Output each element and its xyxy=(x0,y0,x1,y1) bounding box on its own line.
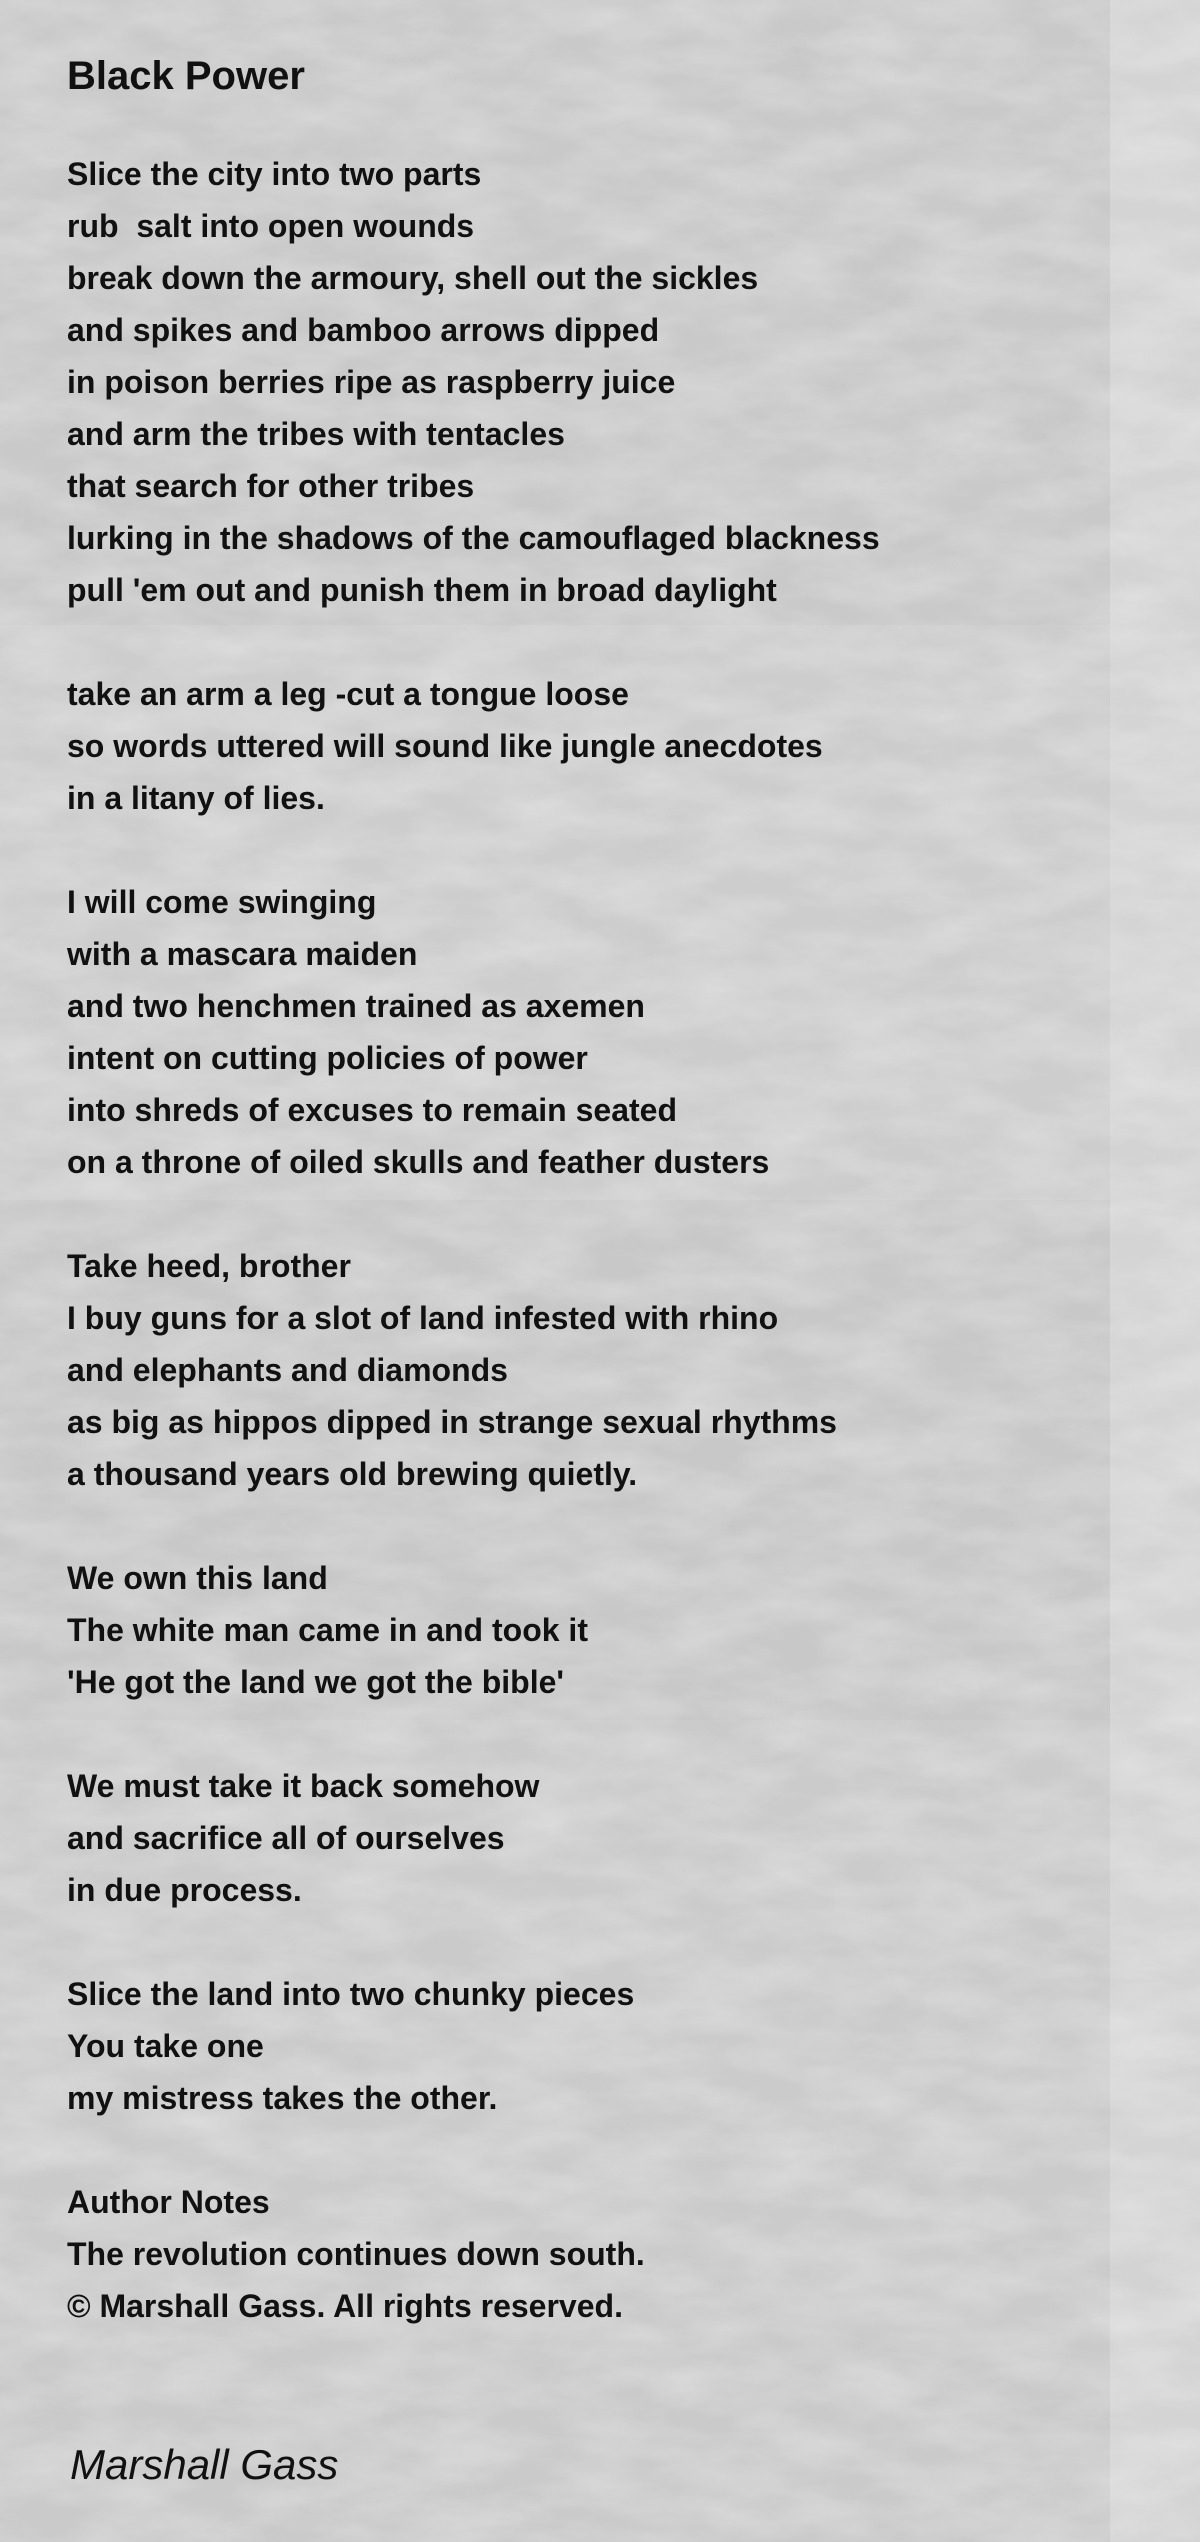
poem-line: I buy guns for a slot of land infested with rhino xyxy=(67,1300,779,1336)
poem-stanza xyxy=(67,1552,880,1708)
poem-line: Take heed, brother xyxy=(67,1248,351,1284)
poem-line: with a mascara maiden xyxy=(67,936,418,972)
poem-stanza xyxy=(67,668,880,824)
poem-line: rub salt into open wounds xyxy=(67,208,475,244)
poem-line: The white man came in and took it xyxy=(67,1612,588,1648)
poem-line: lurking in the shadows of the camouflaged blackness xyxy=(67,520,880,556)
poem-line: Author Notes xyxy=(67,2184,270,2220)
poem-stanza xyxy=(67,2176,880,2332)
poem-body xyxy=(67,148,880,2384)
poem-line: take an arm a leg -cut a tongue loose xyxy=(67,676,629,712)
poem-line: and arm the tribes with tentacles xyxy=(67,416,565,452)
poem-stanza xyxy=(67,1968,880,2124)
poem-line: The revolution continues down south. xyxy=(67,2236,645,2272)
poem-stanza xyxy=(67,1240,880,1500)
poem-stanza xyxy=(67,148,880,616)
poem-line: that search for other tribes xyxy=(67,468,475,504)
poem-line: and elephants and diamonds xyxy=(67,1352,508,1388)
poem-line: Slice the land into two chunky pieces xyxy=(67,1976,635,2012)
poem-line: in poison berries ripe as raspberry juice xyxy=(67,364,676,400)
poem-line: in due process. xyxy=(67,1872,302,1908)
poem-line: I will come swinging xyxy=(67,884,377,920)
poem-line: You take one xyxy=(67,2028,264,2064)
poem-line: and two henchmen trained as axemen xyxy=(67,988,645,1024)
poem-line: so words uttered will sound like jungle anecdotes xyxy=(67,728,823,764)
poem-line: as big as hippos dipped in strange sexual rhythms xyxy=(67,1404,837,1440)
poem-line: break down the armoury, shell out the sickles xyxy=(67,260,759,296)
poem-line: my mistress takes the other. xyxy=(67,2080,498,2116)
poem-line: © Marshall Gass. All rights reserved. xyxy=(67,2288,623,2324)
poem-line: and spikes and bamboo arrows dipped xyxy=(67,312,660,348)
poem-stanza xyxy=(67,876,880,1188)
poem-line: Slice the city into two parts xyxy=(67,156,482,192)
poem-title: Black Power xyxy=(67,54,305,98)
poem-line: intent on cutting policies of power xyxy=(67,1040,588,1076)
author-signature: Marshall Gass xyxy=(70,2441,339,2488)
poem-stanza xyxy=(67,1760,880,1916)
poem-line: We must take it back somehow xyxy=(67,1768,540,1804)
poem-line: 'He got the land we got the bible' xyxy=(67,1664,564,1700)
poem-line: in a litany of lies. xyxy=(67,780,325,816)
poem-line: We own this land xyxy=(67,1560,328,1596)
poem-line: a thousand years old brewing quietly. xyxy=(67,1456,638,1492)
poem-line: and sacrifice all of ourselves xyxy=(67,1820,505,1856)
poem-line: into shreds of excuses to remain seated xyxy=(67,1092,677,1128)
poem-line: pull 'em out and punish them in broad daylight xyxy=(67,572,777,608)
poem-line: on a throne of oiled skulls and feather dusters xyxy=(67,1144,770,1180)
